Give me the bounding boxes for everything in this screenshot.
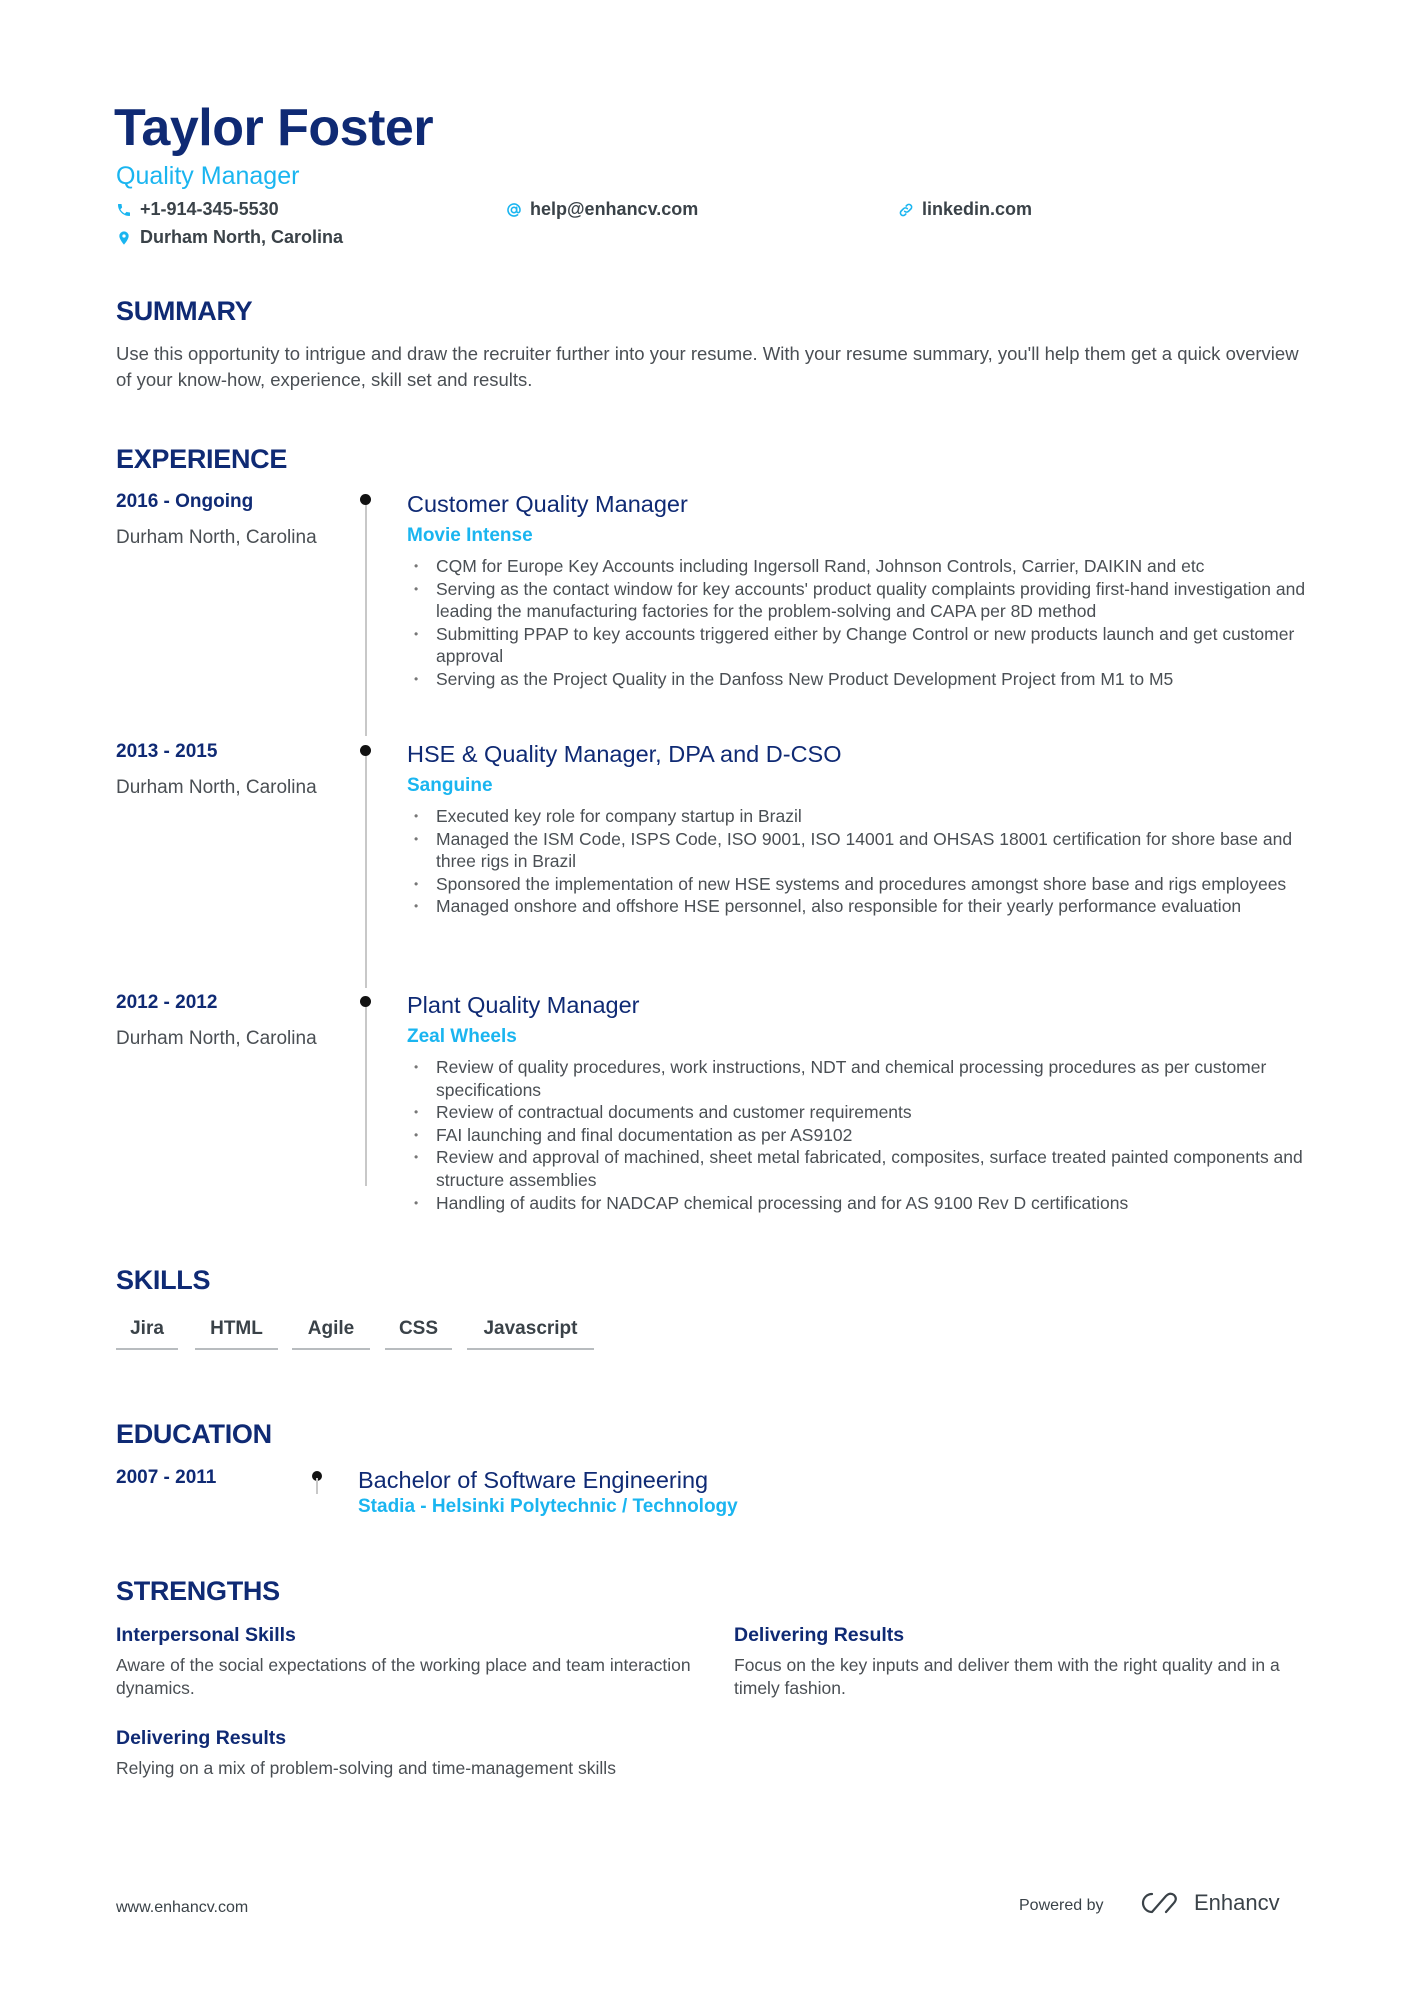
candidate-name: Taylor Foster [114, 99, 434, 157]
at-icon [506, 202, 522, 218]
strength-desc: Aware of the social expectations of the working place and team interaction dynamics. [116, 1655, 691, 1698]
enhancv-logo-icon [1138, 1890, 1184, 1916]
bullet-item: • Handling of audits for NADCAP chemical processing and for AS 9100 Rev D certifications [410, 1192, 1310, 1215]
strength-desc: Focus on the key inputs and deliver them with the right quality and in a timely fashion. [734, 1655, 1280, 1698]
summary-text: Use this opportunity to intrigue and draw the recruiter further into your resume. With your resume summary, you'll help them get a quick overview of your know-how, experience, skill set and results. [116, 343, 1299, 390]
experience-location: Durham North, Carolina [116, 527, 317, 548]
contact-location [116, 227, 343, 248]
experience-company: Zeal Wheels [407, 1026, 517, 1047]
skill-tag: CSS [385, 1318, 452, 1350]
bullet-item: • Serving as the Project Quality in the Danfoss New Product Development Project from M1 to M5 [410, 668, 1310, 691]
timeline-line [365, 1002, 367, 1186]
skill-tag: Agile [292, 1318, 370, 1350]
bullet-item: • Submitting PPAP to key accounts triggered either by Change Control or new products launch and get customer approval [410, 623, 1310, 668]
bullet-item: • Managed the ISM Code, ISPS Code, ISO 9001, ISO 14001 and OHSAS 18001 certification for shore base and three rigs in Brazil [410, 828, 1310, 873]
powered-by-label: Powered by [1019, 1897, 1104, 1914]
bullet-item: • CQM for Europe Key Accounts including Ingersoll Rand, Johnson Controls, Carrier, DAIKIN and etc [410, 555, 1310, 578]
skills-heading: SKILLS [116, 1265, 211, 1295]
skill-tag: Jira [116, 1318, 178, 1350]
education-heading: EDUCATION [116, 1419, 272, 1449]
map-pin-icon [116, 230, 132, 246]
linkedin-text: linkedin.com [922, 199, 1033, 219]
experience-dates: 2016 - Ongoing [116, 491, 254, 512]
experience-company: Movie Intense [407, 525, 533, 546]
experience-heading: EXPERIENCE [116, 444, 288, 474]
timeline-line [316, 1478, 318, 1494]
experience-title: Customer Quality Manager [407, 491, 688, 517]
brand-name: Enhancv [1194, 1890, 1280, 1915]
bullet-item: • Serving as the contact window for key accounts' product quality complaints providing first-hand investigation and leading the manufacturing factories for the problem-solving and CAPA per 8D method [410, 578, 1310, 623]
education-degree: Bachelor of Software Engineering [358, 1467, 709, 1493]
bullet-item: • Executed key role for company startup in Brazil [410, 805, 1310, 828]
experience-company: Sanguine [407, 775, 493, 796]
candidate-role: Quality Manager [116, 162, 300, 190]
phone-text: +1-914-345-5530 [140, 199, 279, 219]
bullet-item: • Sponsored the implementation of new HSE systems and procedures amongst shore base and rigs employees [410, 873, 1310, 896]
email-text: help@enhancv.com [530, 199, 699, 219]
strength-title: Interpersonal Skills [116, 1624, 296, 1646]
experience-dates: 2013 - 2015 [116, 741, 218, 762]
contact-phone[interactable] [116, 199, 279, 220]
strength-desc: Relying on a mix of problem-solving and time-management skills [116, 1758, 616, 1778]
timeline-line [365, 500, 367, 736]
experience-bullets [410, 1056, 1310, 1214]
strengths-heading: STRENGTHS [116, 1576, 280, 1606]
location-text: Durham North, Carolina [140, 227, 344, 247]
strength-title: Delivering Results [116, 1727, 287, 1749]
timeline-line [365, 752, 367, 988]
timeline-dot [360, 494, 371, 505]
experience-dates: 2012 - 2012 [116, 992, 218, 1013]
link-icon [898, 202, 914, 218]
bullet-item: • Managed onshore and offshore HSE personnel, also responsible for their yearly performance evaluation [410, 895, 1310, 918]
footer-url[interactable]: www.enhancv.com [116, 1899, 249, 1916]
bullet-item: • FAI launching and final documentation as per AS9102 [410, 1124, 1310, 1147]
education-school: Stadia - Helsinki Polytechnic / Technology [358, 1496, 738, 1517]
experience-location: Durham North, Carolina [116, 777, 317, 798]
experience-title: HSE & Quality Manager, DPA and D-CSO [407, 741, 842, 767]
summary-heading: SUMMARY [116, 296, 253, 326]
education-dates: 2007 - 2011 [116, 1467, 217, 1488]
contact-email[interactable] [506, 199, 698, 220]
skill-tag: HTML [195, 1318, 278, 1350]
phone-icon [116, 202, 132, 218]
bullet-item: • Review of contractual documents and customer requirements [410, 1101, 1310, 1124]
experience-bullets [410, 805, 1310, 918]
timeline-dot [360, 745, 371, 756]
strength-title: Delivering Results [734, 1624, 905, 1646]
experience-bullets [410, 555, 1310, 691]
timeline-dot [360, 996, 371, 1007]
skill-tag: Javascript [467, 1318, 594, 1350]
contact-linkedin[interactable] [898, 199, 1032, 220]
bullet-item: • Review of quality procedures, work instructions, NDT and chemical processing procedures as per customer specifications [410, 1056, 1310, 1101]
experience-title: Plant Quality Manager [407, 992, 640, 1018]
bullet-item: • Review and approval of machined, sheet metal fabricated, composites, surface treated painted components and structure assemblies [410, 1146, 1310, 1191]
experience-location: Durham North, Carolina [116, 1028, 317, 1049]
enhancv-logo[interactable] [1138, 1890, 1280, 1916]
